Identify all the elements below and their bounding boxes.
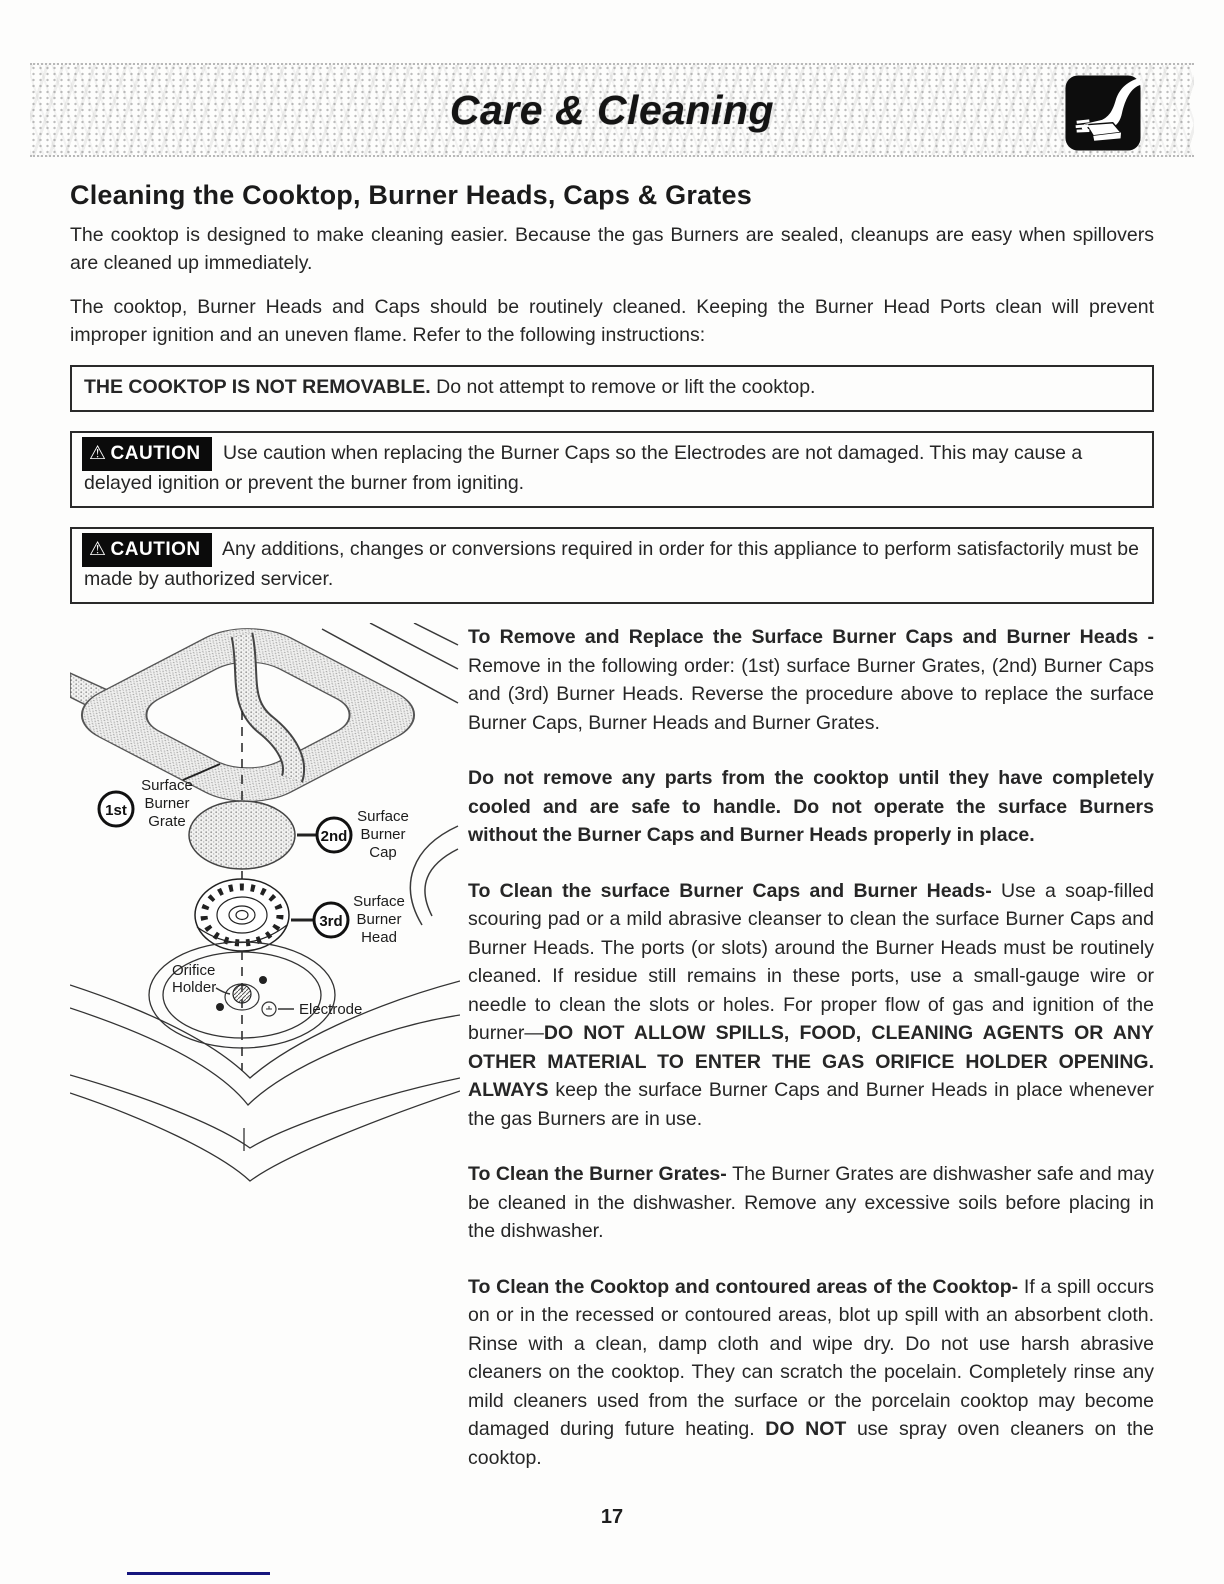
instruction-clean-cooktop <box>468 1273 1154 1473</box>
instruction-warning: DO NOT ALLOW SPILLS, FOOD, CLEANING AGENTS OR ANY OTHER MATERIAL TO ENTER THE GAS ORIFICE HOLDER OPENING. ALWAYS <box>468 1022 1154 1101</box>
electrode <box>262 1002 276 1016</box>
instruction-lead: To Clean the Burner Grates- <box>468 1163 733 1185</box>
surface-burner-head <box>195 879 289 951</box>
caution-badge <box>84 439 210 469</box>
instruction-warning: DO NOT <box>765 1418 857 1440</box>
instruction-cooled-warning <box>468 764 1154 850</box>
instructions-column <box>460 623 1154 1499</box>
burner-exploded-diagram <box>70 623 460 1193</box>
header-banner <box>30 63 1194 157</box>
grate-label <box>141 777 193 830</box>
diagram-badge-3rd: 3rd <box>319 913 343 930</box>
cap-label <box>357 808 409 861</box>
svg-text:Cap: Cap <box>369 844 397 861</box>
caution-box-1 <box>70 431 1154 508</box>
svg-text:Burner: Burner <box>144 795 190 812</box>
caution-label: CAUTION <box>110 443 201 464</box>
instruction-text: keep the surface Burner Caps and Burner Heads in place whenever the gas Burners are in use. <box>468 1079 1154 1130</box>
svg-text:Surface: Surface <box>141 777 193 794</box>
footer-rule <box>127 1572 270 1575</box>
page-content <box>70 180 1154 1499</box>
diagram-column <box>70 623 460 1499</box>
svg-text:Surface: Surface <box>357 808 409 825</box>
svg-text:Surface: Surface <box>353 893 405 910</box>
instruction-lead: To Remove and Replace the Surface Burner Caps and Burner Heads - <box>468 626 1154 648</box>
svg-text:Head: Head <box>361 929 397 946</box>
instruction-text: Use a soap-filled scouring pad or a mild abrasive cleanser to clean the surface Burner Caps and Burner Heads. The ports (or slots) around the Burner Heads must be routinely cleaned. If residue still remains in these ports, use a small-gauge wire or needle to clean the slots or holes. For proper flow of gas and ignition of the burner— <box>468 879 1154 1044</box>
warning-triangle-icon: ⚠ <box>89 539 107 560</box>
instruction-text: If a spill occurs on or in the recessed or contoured areas, blot up spill with an absorbent cloth. Rinse with a clean, damp cloth and wipe dry. Do not use harsh abrasive cleaners on the cooktop. They can scratch the pocelain. Completely rinse any mild cleaners used from the surface or the porcelain cooktop may become damaged during future heating. <box>468 1275 1154 1440</box>
instruction-clean-caps-heads <box>468 877 1154 1134</box>
instruction-lead: To Clean the surface Burner Caps and Burner Heads- <box>468 879 1001 902</box>
intro-paragraph-2: The cooktop, Burner Heads and Caps should be routinely cleaned. Keeping the Burner Head Ports clean will prevent improper ignition and an uneven flame. Refer to the following instructions: <box>70 296 1154 346</box>
head-label <box>353 893 405 946</box>
caution-box-2 <box>70 527 1154 604</box>
page-number: 17 <box>600 1506 624 1528</box>
instruction-clean-grates <box>468 1160 1154 1246</box>
warning-triangle-icon: ⚠ <box>89 443 107 464</box>
notice-not-removable <box>70 365 1154 412</box>
instruction-text: use spray oven cleaners on the cooktop. <box>468 1418 1154 1469</box>
instruction-text: Do not remove any parts from the cooktop until they have completely cooled and are safe to handle. Do not operate the surface Burners without the Burner Caps and Burner Heads properly in place. <box>468 767 1154 846</box>
instruction-text: The Burner Grates are dishwasher safe and may be cleaned in the dishwasher. Remove any excessive soils before placing in the dishwasher. <box>468 1163 1154 1242</box>
caution-label: CAUTION <box>110 539 201 560</box>
svg-text:Burner: Burner <box>360 826 406 843</box>
adjacent-burner-arcs <box>410 826 458 925</box>
orifice-holder-label <box>172 962 216 996</box>
two-column-section <box>70 623 1154 1499</box>
electrode-label: Electrode <box>299 1001 363 1018</box>
intro-paragraph-1: The cooktop is designed to make cleaning easier. Because the gas Burners are sealed, cleanups are easy when spillovers are cleaned up immediately. <box>70 224 1154 274</box>
svg-text:Grate: Grate <box>148 813 186 830</box>
caution-text: Any additions, changes or conversions required in order for this appliance to perform satisfactorily must be made by authorized servicer. <box>84 538 1139 590</box>
svg-text:Holder: Holder <box>172 979 217 996</box>
caution-text: Use caution when replacing the Burner Caps so the Electrodes are not damaged. This may cause a delayed ignition or prevent the burner from igniting. <box>84 442 1083 494</box>
instruction-text: Remove in the following order: (1st) surface Burner Grates, (2nd) Burner Caps and (3rd) Burner Heads. Reverse the procedure above to replace the surface Burner Caps, Burner Heads and Burner Grates. <box>468 654 1154 734</box>
instruction-remove-replace <box>468 623 1154 737</box>
svg-text:Orifice: Orifice <box>172 962 216 979</box>
diagram-badge-1st: 1st <box>105 802 127 819</box>
notice-lead: THE COOKTOP IS NOT REMOVABLE. <box>84 376 431 398</box>
section-title: Cleaning the Cooktop, Burner Heads, Caps & Grates <box>70 180 752 210</box>
diagram-badge-2nd: 2nd <box>320 828 348 845</box>
caution-badge <box>84 535 210 565</box>
svg-text:Burner: Burner <box>356 911 402 928</box>
instruction-lead: To Clean the Cooktop and contoured areas of the Cooktop- <box>468 1275 1024 1298</box>
hand-wiping-sponge-icon <box>1064 74 1142 152</box>
page-header-title: Care & Cleaning <box>449 86 775 133</box>
notice-body: Do not attempt to remove or lift the cooktop. <box>430 376 816 398</box>
surface-burner-cap <box>189 801 295 869</box>
